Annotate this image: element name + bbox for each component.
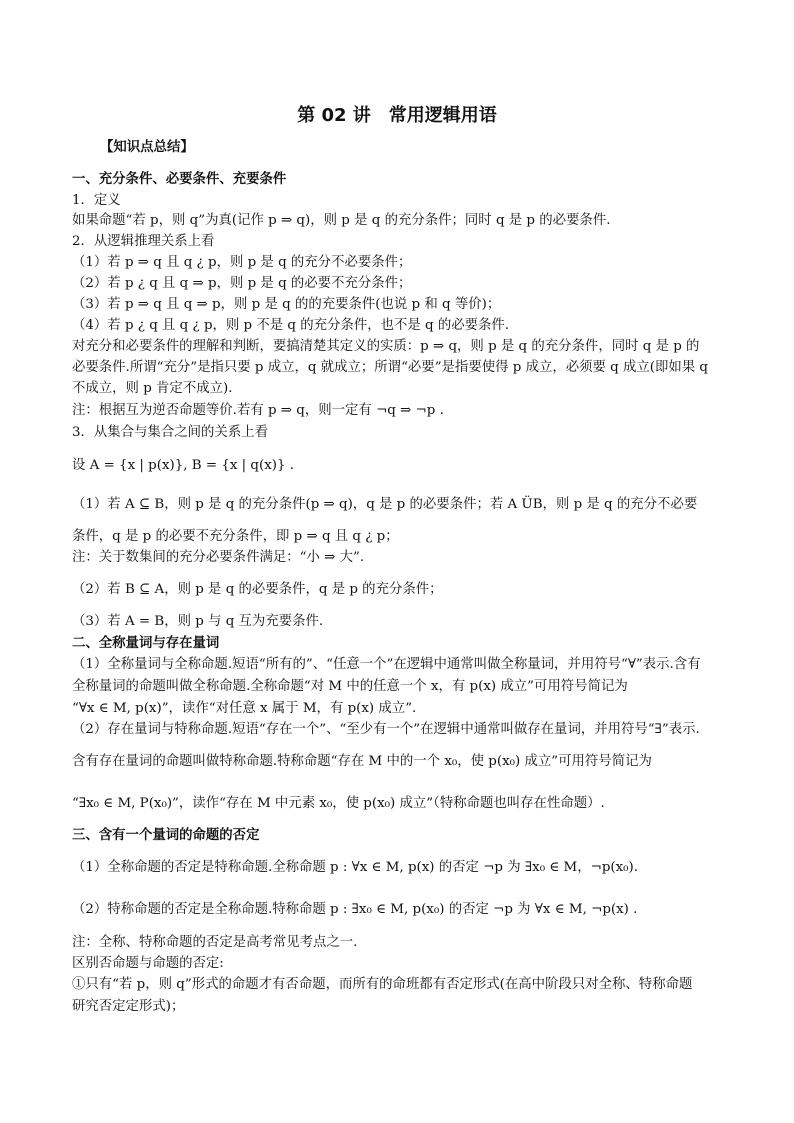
subsection-heading: 1．定义 xyxy=(72,193,121,208)
text-line: （2）特称命题的否定是全称命题.特称命题 p : ∃x₀ ∈ M, p(x₀) 的否定 ¬p 为 ∀x ∈ M, ¬p(x) . xyxy=(72,902,638,917)
note-line: 注：根据互为逆否命题等价.若有 p ⇒ q，则一定有 ¬q ⇒ ¬p . xyxy=(72,403,444,418)
text-line: 含有存在量词的命题叫做特称命题.特称命题“存在 M 中的一个 x₀，使 p(x₀) 成立”可用符号简记为 xyxy=(72,754,652,769)
text-line: 研究否定定形式)； xyxy=(72,999,185,1014)
text-line: “∃x₀ ∈ M, P(x₀)”，读作“存在 M 中元素 x₀，使 p(x₀) 成立”（特称命题也叫存在性命题）. xyxy=(72,796,605,811)
subsection-heading: 3．从集合与集合之间的关系上看 xyxy=(72,425,268,440)
text-line: （1）若 A ⊆ B，则 p 是 q 的充分条件(p ⇒ q)，q 是 p 的必要条件；若 A ÜB，则 p 是 q 的充分不必要 xyxy=(72,497,698,512)
section-heading: 一、充分条件、必要条件、充要条件 xyxy=(72,172,287,187)
text-line: （2）若 B ⊆ A，则 p 是 q 的必要条件，q 是 p 的充分条件； xyxy=(72,582,443,597)
text-line: （3）若 A = B，则 p 与 q 互为充要条件. xyxy=(72,614,324,629)
text-line: （3）若 p ⇒ q 且 q ⇒ p，则 p 是 q 的的充要条件(也说 p 和 q 等价)； xyxy=(72,297,501,312)
page-title: 第 02 讲 常用逻辑用语 xyxy=(297,105,497,126)
text-line: 对充分和必要条件的理解和判断，要搞清楚其定义的实质：p ⇒ q，则 p 是 q 的充分条件，同时 q 是 p 的 xyxy=(72,339,700,354)
subsection-heading: 2．从逻辑推理关系上看 xyxy=(72,234,215,249)
text-line: （1）若 p ⇒ q 且 q ¿ p，则 p 是 q 的充分不必要条件； xyxy=(72,255,412,270)
text-line: 必要条件.所谓“充分”是指只要 p 成立，q 就成立；所谓“必要”是指要使得 p 成立，必须要 q 成立(即如果 q xyxy=(72,360,709,375)
note-line: 注：关于数集间的充分必要条件满足：“小 ⇒ 大”. xyxy=(72,550,365,565)
text-line: （1）全称量词与全称命题.短语“所有的”、“任意一个”在逻辑中通常叫做全称量词，并用符号“∀”表示.含有 xyxy=(72,657,701,672)
text-line: 条件，q 是 p 的必要不充分条件，即 p ⇒ q 且 q ¿ p； xyxy=(72,529,399,544)
formula-line: 设 A = {x | p(x)}, B = {x | q(x)} . xyxy=(72,458,295,473)
section-heading: 二、全称量词与存在量词 xyxy=(72,636,220,651)
text-line: （2）若 p ¿ q 且 q ⇒ p，则 p 是 q 的必要不充分条件； xyxy=(72,276,412,291)
note-line: 注：全称、特称命题的否定是高考常见考点之一. xyxy=(72,935,358,950)
summary-heading: 【知识点总结】 xyxy=(100,140,194,155)
text-line: （1）全称命题的否定是特称命题.全称命题 p : ∀x ∈ M, p(x) 的否定 ¬p 为 ∃x₀ ∈ M，¬p(x₀). xyxy=(72,860,639,875)
text-line: “∀x ∈ M, p(x)”，读作“对任意 x 属于 M，有 p(x) 成立”. xyxy=(72,701,417,716)
text-line: 全称量词的命题叫做全称命题.全称命题“对 M 中的任意一个 x，有 p(x) 成立”可用符号简记为 xyxy=(72,679,628,694)
text-line: ①只有“若 p，则 q”形式的命题才有否命题，而所有的命班都有否定形式(在高中阶段只对全称、特称命题 xyxy=(72,977,693,992)
section-heading: 三、含有一个量词的命题的否定 xyxy=(72,828,260,843)
text-line: 区别否命题与命题的否定: xyxy=(72,956,224,971)
text-line: （2）存在量词与特称命题.短语“存在一个”、“至少有一个”在逻辑中通常叫做存在量词，并用符号“∃”表示. xyxy=(72,722,700,737)
text-line: 如果命题“若 p，则 q”为真(记作 p ⇒ q)，则 p 是 q 的充分条件；同时 q 是 p 的必要条件. xyxy=(72,213,611,228)
text-line: 不成立，则 p 肯定不成立). xyxy=(72,381,233,396)
text-line: （4）若 p ¿ q 且 q ¿ p，则 p 不是 q 的充分条件，也不是 q 的必要条件. xyxy=(72,318,510,333)
